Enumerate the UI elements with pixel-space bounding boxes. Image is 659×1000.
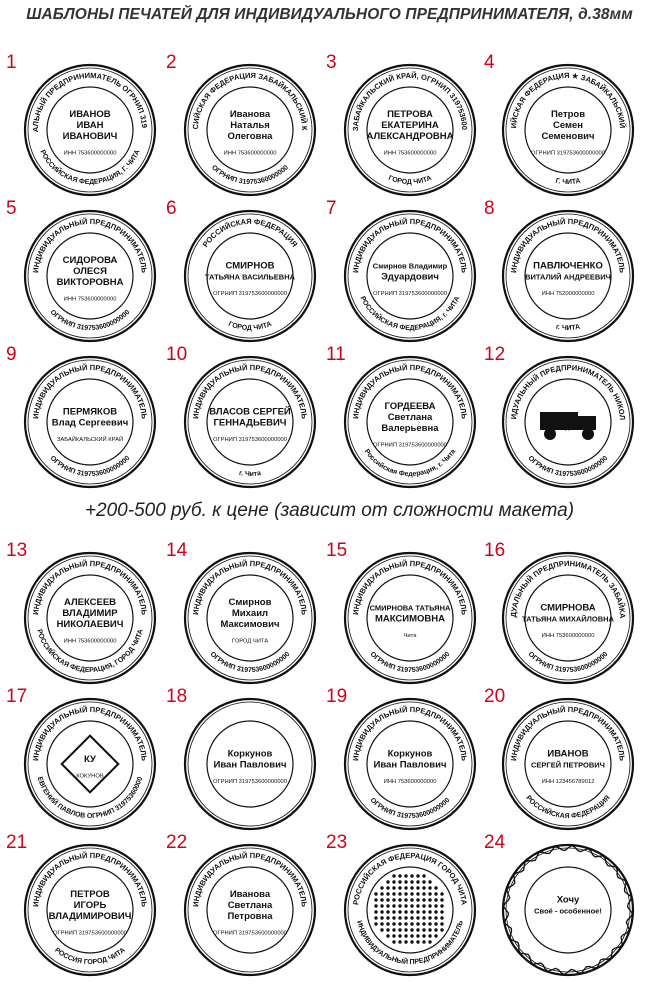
- stamp-name-line: Иванова: [229, 109, 271, 120]
- stamp-image: [342, 208, 478, 344]
- stamp-name-line: ЕКАТЕРИНА: [381, 120, 439, 131]
- stamp-image: [22, 842, 158, 978]
- stamp-number: 14: [166, 540, 188, 561]
- stamp-template-10[interactable]: [164, 344, 324, 504]
- stamp-name-line: ИВАНОВИЧ: [62, 131, 118, 142]
- stamp-template-22[interactable]: [164, 832, 324, 992]
- stamp-name-line: ВЛАСОВ СЕРГЕЙ: [209, 406, 291, 418]
- stamp-template-19[interactable]: [324, 686, 484, 846]
- stamp-number: 16: [484, 540, 506, 561]
- stamp-bottom-text: ИНДИВИДУАЛЬНЫЙ ПРЕДПРИНИМАТЕЛЬ: [355, 919, 465, 967]
- stamp-number: 17: [6, 686, 28, 707]
- stamp-ring-text: ИНДИВИДУАЛЬНЫЙ ПРЕДПРИНИМАТЕЛЬ: [191, 558, 309, 616]
- stamp-number: 4: [484, 52, 495, 73]
- stamp-number: 20: [484, 686, 506, 707]
- stamp-image: [22, 354, 158, 490]
- stamp-name-line: Эдуардович: [381, 271, 439, 283]
- stamp-number: 24: [484, 832, 506, 853]
- stamp-name-line: МАКСИМОВНА: [374, 613, 446, 625]
- stamp-name-line: Иван Павлович: [213, 759, 287, 771]
- stamp-bottom-text: г. ЧИТА: [555, 323, 581, 333]
- stamp-template-17[interactable]: [4, 686, 164, 846]
- stamp-template-5[interactable]: [4, 198, 164, 358]
- stamp-bottom-text: Российская Федерация, г. Чита: [362, 448, 458, 479]
- stamp-name-line: СМИРНОВ: [225, 260, 275, 272]
- stamp-image: [342, 62, 478, 198]
- stamp-extra-text: ОГРНИП 319753600000000: [212, 779, 288, 785]
- stamp-extra-text: ИНН 753600000000: [63, 638, 117, 645]
- stamp-ring-text: ИНДИВИДУАЛЬНЫЙ ПРЕДПРИНИМАТЕЛЬ: [191, 362, 309, 420]
- stamp-name-line: АЛЕКСАНДРОВНА: [366, 131, 454, 142]
- stamp-name-line: ТАТЬЯНА ВАСИЛЬЕВНА: [204, 272, 296, 282]
- stamp-name-line: ИВАН: [76, 120, 104, 131]
- stamp-image: [342, 550, 478, 686]
- stamp-extra-text: ИНН 123456789012: [541, 779, 595, 785]
- stamp-bottom-text: РОССИЙСКАЯ ФЕДЕРАЦИЯ, Г. ЧИТА: [38, 148, 142, 187]
- stamp-number: 13: [6, 540, 28, 561]
- stamp-template-15[interactable]: [324, 540, 484, 700]
- page-title: ШАБЛОНЫ ПЕЧАТЕЙ ДЛЯ ИНДИВИДУАЛЬНОГО ПРЕДПРИНИМАТЕЛЯ, д.38мм: [26, 6, 633, 23]
- stamp-bottom-text: ГОРОД ЧИТА: [227, 320, 273, 333]
- stamp-template-21[interactable]: [4, 832, 164, 992]
- stamp-bottom-text: ОГРНИП 319753600000000: [526, 454, 610, 479]
- stamp-name-line: ПЕТРОВА: [387, 109, 433, 120]
- price-note: +200-500 руб. к цене (зависит от сложности макета): [84, 500, 575, 521]
- stamp-image: [182, 354, 318, 490]
- stamp-name-line: Светлана: [227, 900, 273, 911]
- stamp-name-line: Коркунов: [227, 748, 273, 760]
- stamp-number: 19: [326, 686, 348, 707]
- stamp-template-18[interactable]: [164, 686, 324, 846]
- stamp-name-line: ТАТЬЯНА МИХАЙЛОВНА: [522, 614, 614, 624]
- stamp-name-line: ОЛЕСЯ: [73, 266, 107, 277]
- stamp-extra-text: ГОРОД ЧИТА: [549, 426, 587, 432]
- stamp-bottom-text: ОГРНИП 319753600000000: [48, 308, 132, 333]
- stamp-name-line: Влад Сергеевич: [51, 417, 129, 429]
- stamp-name-line: ГЕННАДЬЕВИЧ: [213, 417, 287, 429]
- stamp-name-line: Михаил: [231, 608, 269, 619]
- stamp-number: 6: [166, 198, 177, 219]
- stamp-template-23[interactable]: [324, 832, 484, 992]
- stamp-ring-text: ИНДИВИДУАЛЬНЫЙ ПРЕДПРИНИМАТЕЛЬ: [31, 216, 149, 274]
- stamp-extra-text: ОГРНИП 319753600000000: [372, 442, 448, 449]
- stamp-image: [182, 696, 318, 832]
- stamp-extra-text: ИНН 753600000000: [223, 150, 277, 157]
- stamp-name-line: ИГОРЬ: [73, 900, 107, 911]
- stamp-name-line: ИВАНОВ: [69, 109, 111, 120]
- stamp-ring-text: СИЙСКАЯ ФЕДЕРАЦИЯ ЗАБАЙКАЛЬСКИЙ К: [190, 70, 310, 131]
- stamp-name-line: АЛЕКСЕЕВ: [63, 597, 117, 608]
- stamp-extra-text: ИНН 753600000000: [383, 779, 437, 785]
- stamp-template-8[interactable]: [482, 198, 642, 358]
- stamp-name-line: СЕРГЕЙ ПЕТРОВИЧ: [531, 760, 605, 770]
- stamp-name-line: Наталья: [230, 120, 270, 131]
- stamp-extra-text: ИНН 753600000000: [63, 150, 117, 157]
- stamp-image: [500, 696, 636, 832]
- stamp-image: [500, 550, 636, 686]
- stamp-number: 8: [484, 198, 495, 219]
- stamp-image: [182, 62, 318, 198]
- stamp-name-line: Своё - особенное!: [534, 906, 602, 916]
- stamp-extra-text: Чита: [403, 633, 417, 639]
- stamp-name-line: Петров: [550, 109, 586, 120]
- stamp-template-2[interactable]: [164, 52, 324, 212]
- stamp-image: [182, 550, 318, 686]
- stamp-template-7[interactable]: [324, 198, 484, 358]
- stamp-ring-text: ДУАЛЬНЫЙ ПРЕДПРИНИМАТЕЛЬ ЗАБАЙКА: [508, 558, 628, 619]
- stamp-bottom-text: ОГРНИП 319753600000000: [526, 650, 610, 675]
- stamp-ring-text: ИНДИВИДУАЛЬНЫЙ ПРЕДПРИНИМАТЕЛЬ: [31, 704, 149, 762]
- stamp-image: [342, 696, 478, 832]
- stamp-bottom-text: ОГРНИП 31975360000000: [210, 164, 290, 187]
- stamp-name-line: СИДОРОВА: [62, 255, 118, 266]
- stamp-name-line: ПЕРМЯКОВ: [62, 406, 118, 418]
- stamp-number: 9: [6, 344, 17, 365]
- stamp-number: 5: [6, 198, 17, 219]
- stamp-number: 18: [166, 686, 188, 707]
- stamp-extra-text: ЗАБАЙКАЛЬСКИЙ КРАЙ: [56, 437, 124, 443]
- stamp-number: 7: [326, 198, 337, 219]
- stamp-image: [182, 208, 318, 344]
- stamp-image: [500, 842, 636, 978]
- stamp-extra-text: ОГРНИП 319753600000000: [212, 930, 288, 937]
- stamp-name-line: Максимович: [220, 619, 280, 630]
- stamp-template-3[interactable]: [324, 52, 484, 212]
- stamp-name-line: НИКОЛАЕВИЧ: [56, 619, 124, 630]
- stamp-ring-text: ИНДИВИДУАЛЬНЫЙ ПРЕДПРИНИМАТЕЛЬ: [509, 704, 627, 762]
- stamp-ring-text: ИНДИВИДУАЛЬНЫЙ ПРЕДПРИНИМАТЕЛЬ: [351, 216, 469, 274]
- stamp-template-13[interactable]: [4, 540, 164, 700]
- stamp-image: [500, 208, 636, 344]
- stamp-name-line: ВИТАЛИЙ АНДРЕЕВИЧ: [525, 272, 611, 282]
- stamp-name-line: Хочу: [556, 894, 580, 906]
- stamp-name-line: ПЕТРОВ: [70, 889, 110, 900]
- stamp-bottom-text: ОГРНИП 319753600000000: [208, 650, 292, 675]
- stamp-name-line: СМИРНОВА ТАТЬЯНА: [369, 603, 451, 613]
- stamp-image: [22, 550, 158, 686]
- stamp-name-line: ВИКТОРОВНА: [56, 277, 124, 288]
- stamp-name-line: Смирнов: [228, 597, 272, 608]
- stamp-image: [500, 62, 636, 198]
- stamp-extra-text: ГОРОД ЧИТА: [231, 638, 269, 645]
- stamp-bottom-text: ГОРОД ЧИТА: [387, 174, 433, 187]
- stamp-ring-text: ИНДИВИДУАЛЬНЫЙ ПРЕДПРИНИМАТЕЛЬ: [509, 216, 627, 274]
- stamp-name-line: Светлана: [387, 412, 433, 423]
- stamp-ring-text: ИНДИВИДУАЛЬНЫЙ ПРЕДПРИНИМАТЕЛЬ: [31, 362, 149, 420]
- stamp-extra-text: ОГРНИП 319753600000000: [530, 150, 606, 157]
- stamp-number: 2: [166, 52, 177, 73]
- stamp-number: 3: [326, 52, 337, 73]
- stamp-name-line: ИВАНОВ: [547, 748, 589, 760]
- stamp-extra-text: ИНН 753600000000: [383, 150, 437, 157]
- stamp-ring-text: ИЙСКАЯ ФЕДЕРАЦИЯ ★ ЗАБАЙКАЛЬСКИЙ: [508, 70, 628, 129]
- stamp-name-line: Петровна: [227, 911, 273, 922]
- stamp-name-line: Семен: [552, 120, 584, 131]
- stamp-bottom-text: РОССИЙСКАЯ ФЕДЕРАЦИЯ: [524, 794, 612, 821]
- stamp-ring-text: ИНДИВИДУАЛЬНЫЙ ПРЕДПРИНИМАТЕЛЬ: [191, 850, 309, 908]
- stamp-ring-text: ЗАБАЙКАЛЬСКИЙ КРАЙ, ОГРНИП 319753600: [350, 70, 470, 132]
- stamp-image: [182, 842, 318, 978]
- stamp-name-line: ВЛАДИМИР: [62, 608, 118, 619]
- stamp-bottom-text: РОССИЙСКАЯ ФЕДЕРАЦИЯ, г. ЧИТА: [358, 295, 462, 333]
- stamp-template-14[interactable]: [164, 540, 324, 700]
- stamp-ring-text: ИНДИВИДУАЛЬНЫЙ ПРЕДПРИНИМАТЕЛЬ: [31, 558, 149, 616]
- stamp-name-line: Иванова: [229, 889, 271, 900]
- stamp-template-6[interactable]: [164, 198, 324, 358]
- stamp-number: 15: [326, 540, 348, 561]
- stamp-number: 21: [6, 832, 28, 853]
- stamp-template-24[interactable]: [482, 832, 642, 992]
- stamp-ring-text: ИНДИВИДУАЛЬНЫЙ ПРЕДПРИНИМАТЕЛЬ: [351, 362, 469, 420]
- stamp-number: 12: [484, 344, 506, 365]
- stamp-number: 23: [326, 832, 348, 853]
- stamp-name-line: Коркунов: [387, 748, 433, 760]
- stamp-template-1[interactable]: [4, 52, 164, 212]
- stamp-bottom-text: Г. ЧИТА: [554, 177, 582, 187]
- stamp-extra-text: ИНН 752000000000: [541, 291, 595, 297]
- stamp-number: 22: [166, 832, 188, 853]
- stamp-ring-text: ИДУАЛЬНЫЙ ПРЕДПРИНИМАТЕЛЬ НИКОЛ: [509, 362, 628, 421]
- stamp-name-line: Иван Павлович: [373, 759, 447, 771]
- stamp-name-line: ВЛАДИМИРОВИЧ: [48, 911, 132, 922]
- stamp-name-line: СМИРНОВА: [540, 602, 596, 614]
- stamp-name-line: Семенович: [541, 131, 595, 142]
- stamp-image: [22, 62, 158, 198]
- stamp-image: [500, 354, 636, 490]
- stamp-template-20[interactable]: [482, 686, 642, 846]
- stamp-extra-text: ОГРНИП 319753600000000: [52, 930, 128, 937]
- stamp-template-12[interactable]: [482, 344, 642, 504]
- stamp-extra-text: ОГРНИП 319753600000000: [212, 291, 288, 297]
- stamp-extra-text: ИНН 753600000000: [63, 296, 117, 303]
- stamp-name-line: ПАВЛЮЧЕНКО: [533, 260, 603, 272]
- stamp-ring-text: ИНДИВИДУАЛЬНЫЙ ПРЕДПРИНИМАТЕЛЬ: [351, 558, 469, 616]
- stamp-extra-text: КОКУНОВ: [76, 773, 104, 780]
- stamp-name-line: Олеговна: [227, 131, 273, 142]
- stamp-image: [342, 842, 478, 978]
- stamp-bottom-text: ОГРНИП 319753600000000: [368, 650, 452, 675]
- stamp-number: 10: [166, 344, 188, 365]
- stamp-bottom-text: ЕВГЕНИЙ ПАВЛОВ ОГРНИП 31975360000: [35, 776, 145, 821]
- stamp-name-line: ГОРДЕЕВА: [384, 401, 436, 412]
- stamp-bottom-text: ОГРНИП 319753600000000: [48, 454, 132, 479]
- stamp-bottom-text: РОССИЯ ГОРОД ЧИТА: [53, 946, 127, 967]
- stamp-extra-text: ОГРНИП 319753600000000: [212, 437, 288, 443]
- stamp-bottom-text: РОССИЙСКАЯ ФЕДЕРАЦИЯ, ГОРОД ЧИТА: [35, 628, 145, 675]
- stamp-template-9[interactable]: [4, 344, 164, 504]
- stamp-ring-text: РОССИЙСКАЯ ФЕДЕРАЦИЯ ГОРОД ЧИТА: [351, 850, 469, 906]
- stamp-ring-text: РОССИЙСКАЯ ФЕДЕРАЦИЯ: [200, 216, 300, 249]
- stamp-image: [22, 696, 158, 832]
- stamp-bottom-text: ОГРНИП 319753600000000: [368, 796, 452, 821]
- stamp-name-line: КУ: [84, 754, 96, 765]
- stamp-ring-text: ИНДИВИДУАЛЬНЫЙ ПРЕДПРИНИМАТЕЛЬ: [351, 704, 469, 762]
- stamp-ring-text: АЛЬНЫЙ ПРЕДПРИНИМАТЕЛЬ ОГРНИП 319: [30, 70, 149, 133]
- stamp-template-4[interactable]: [482, 52, 642, 212]
- stamp-template-16[interactable]: [482, 540, 642, 700]
- stamp-template-11[interactable]: [324, 344, 484, 504]
- stamp-number: 11: [326, 344, 346, 365]
- stamp-image: [22, 208, 158, 344]
- stamp-ring-text: ИНДИВИДУАЛЬНЫЙ ПРЕДПРИНИМАТЕЛЬ: [31, 850, 149, 908]
- stamp-image: [342, 354, 478, 490]
- stamp-name-line: Смирнов Владимир: [372, 261, 448, 271]
- stamp-number: 1: [6, 52, 17, 73]
- stamp-bottom-text: г. Чита: [238, 469, 262, 479]
- stamp-name-line: Валерьевна: [381, 423, 439, 434]
- stamp-extra-text: ОГРНИП 319753600000000: [372, 291, 448, 297]
- stamp-extra-text: ИНН 753600000000: [541, 633, 595, 639]
